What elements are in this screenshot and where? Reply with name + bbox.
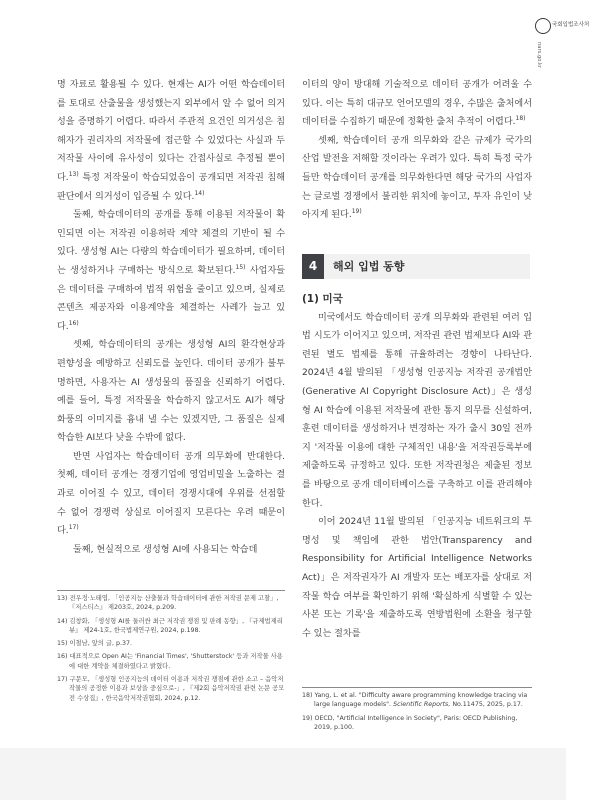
footnote-ref: 14) [194, 189, 205, 197]
footnote-ref: 16) [68, 319, 79, 327]
footnote-divider [302, 687, 532, 688]
footnote-divider [57, 590, 285, 591]
footnote-ref: 19) [351, 208, 362, 216]
footnotes-right [302, 691, 532, 736]
footnote: 13) 전우정·노태엽, 「인공지능 산출물과 학습데이터에 관한 저작권 문제 고찰」, 『저스티스』 제203호, 2024, p.209. [57, 595, 279, 612]
paragraph: 둘째, 학습데이터의 공개를 통해 이용된 저작물이 확인되면 이는 저작권 이용허락 계약 체결의 기반이 될 수 있다. 생성형 AI는 다량의 학습데이터가 필요하며, 데이터는 생성하거나 구매하는 방식으로 확보된다.$^{15)}$ 사업자들은 데이터를 구매하여 법적 위험을 줄이고 있으며, 실제로 콘텐츠 제공자와 이용계약을 체결하는 사례가 늘고 있다.$^{16)}$ [57, 210, 286, 332]
right-column-bottom [302, 290, 532, 643]
section-heading [302, 254, 530, 279]
paragraph: 셋째, 학습데이터 공개 의무화와 같은 규제가 국가의 산업 발전을 저해할 것이라는 우려가 있다. 특히 특정 국가들만 학습데이터 공개를 의무화한다면 해당 국가의 사업자는 글로벌 경쟁에서 불리한 위치에 놓이고, 투자 유인이 낮아지게 된다.$^{19)}$ [302, 135, 532, 221]
left-column [57, 76, 285, 559]
section-title: 해외 입법 동향 [333, 260, 405, 273]
footnote-ref: 15) [235, 263, 246, 271]
side-url: nars.go.kr [536, 42, 542, 69]
paragraph: 이어 2024년 11월 발의된 「인공지능 네트워크의 투명성 및 책임에 관한 법안(Transparency and Responsibility for Artificial Intelligence Networks Act)」은 저작권자가 AI 개발자 또는 배포자를 상대로 저작물 학습 여부를 확인하기 위해 '확실하게 식별할 수 있는 사본 또는 기록'을 제출하도록 연방법원에 소환을 청구할 수 있는 절차를 [302, 517, 532, 639]
footnote: 19) OECD, "Artificial Intelligence in Society", Paris: OECD Publishing, 2019, p.100. [302, 714, 518, 731]
subsection-heading: (1) 미국 [302, 293, 343, 305]
footnote-ref: 13) [68, 170, 79, 178]
footnotes-left [57, 594, 285, 707]
paragraph: 미국에서도 학습데이터 공개 의무화와 관련된 여러 입법 시도가 이어지고 있으며, 저작권 관련 법제보다 AI와 관련된 별도 법제를 통해 규율하려는 경향이 나타난다. 2024년 4월 발의된 「생성형 인공지능 저작권 공개법안(Generative AI Copyright Disclosure Act)」은 생성형 AI 학습에 이용된 저작물에 관한 통지 의무를 신설하여, 훈련 데이터를 생성하거나 변경하는 자가 출시 30일 전까지 '저작물 이용에 대한 구체적인 내용'을 저작권등록부에 제출하도록 규정하고 있다. 또한 저작권청은 제출된 정보를 바탕으로 공개 데이터베이스를 구축하고 이를 관리해야 한다. [302, 312, 532, 509]
footnote: 14) 김창화, 「생성형 AI를 둘러싼 최근 저작권 쟁점 및 판례 동향」, 『규제법제리뷰』 제24-1호, 한국법제연구원, 2024, p.198. [57, 617, 283, 634]
footnote: 17) 구문모, 「생성형 인공지능의 데이터 이용과 저작권 쟁점에 관한 소고 – 음악저작물의 공정한 이용과 보상을 중심으로-」, 『제2회 음악저작권 관련 논문 공모전 수상집』, 한국음악저작권협회, 2024, p.12. [57, 676, 285, 702]
section-number: 4 [302, 254, 324, 279]
page-bottom-band [0, 748, 566, 800]
paragraph: 반면 사업자는 학습데이터 공개 의무화에 반대한다. 첫째, 데이터 공개는 경쟁기업에 영업비밀을 노출하는 결과로 이어질 수 있고, 데이터 경쟁시대에 우위를 선점할 수 없어 경쟁력 상실로 이어질지 모른다는 우려 때문이다.$^{17)}$ [57, 451, 285, 537]
org-name: 국회입법조사처 [552, 22, 589, 28]
footnote: 16) 대표적으로 Open AI는 'Financial Times', 'Shutterstock' 등과 저작물 사용에 대한 계약을 체결하였다고 밝혔다. [57, 653, 283, 670]
footnote: 18) Yang, L. et al. "Difficulty aware programming knowledge tracing via large language models". Scientific Reports, No.11475, 2025, p.17. [302, 692, 528, 709]
org-logo-icon [535, 18, 551, 34]
paragraph: 셋째, 학습데이터의 공개는 생성형 AI의 환각현상과 편향성을 예방하고 신뢰도를 높인다. 데이터 공개가 불투명하면, 사용자는 AI 생성물의 품질을 신뢰하기 어렵다. 예를 들어, 특정 저작물을 학습하지 않고서도 AI가 해당 화풍의 이미지를 흉내 낼 수는 있겠지만, 그 품질은 실제 학습한 AI보다 낮을 수밖에 없다. [57, 340, 285, 444]
right-column-top [302, 76, 532, 225]
footnote-ref: 18) [515, 115, 526, 123]
footnote: 15) 이철남, 앞의 글, p.37. [57, 640, 132, 648]
paragraph: 둘째, 현실적으로 생성형 AI에 사용되는 학습데 [73, 544, 258, 555]
paragraph: 명 자료로 활용될 수 있다. 현재는 AI가 어떤 학습데이터를 토대로 산출물을 생성했는지 외부에서 알 수 없어 의거성을 증명하기 어렵다. 따라서 주관적 요건인 의거성은 침해자가 권리자의 저작물에 접근할 수 있었다는 사실과 두 저작물 사이에 유사성이 있다는 간접사실로 추정될 뿐이다.$^{13)}$ 특정 저작물이 학습되었음이 공개되면 저작권 침해 판단에서 의거성이 입증될 수 있다.$^{14)}$ [57, 80, 285, 202]
footnote-ref: 17) [68, 524, 79, 532]
paragraph: 이터의 양이 방대해 기술적으로 데이터 공개가 어려울 수 있다. 이는 특히 대규모 언어모델의 경우, 수많은 출처에서 데이터를 수집하기 때문에 정확한 출처 추적이 어렵다.$^{18)}$ [302, 80, 532, 128]
